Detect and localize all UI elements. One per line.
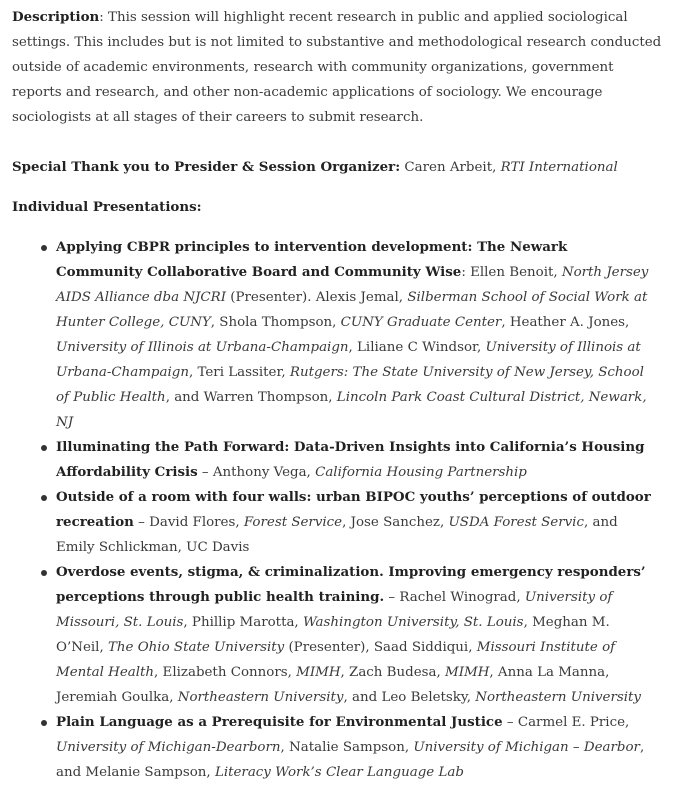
author-text: , and Melanie Sampson, — [56, 740, 645, 780]
thanks-line — [12, 155, 665, 180]
bullet-icon — [41, 445, 47, 451]
author-text: , Natalie Sampson, — [280, 740, 414, 755]
author-text: (Presenter), Saad Siddiqui, — [284, 640, 477, 655]
author-affiliation: Missouri Institute of Mental Health — [56, 640, 616, 680]
author-affiliation: Northeastern University — [177, 690, 344, 705]
author-text: , Heather A. Jones, — [501, 315, 630, 330]
author-affiliation: Northeastern University — [475, 690, 641, 705]
author-text: – Rachel Winograd, — [384, 590, 525, 605]
author-text: , Anna La Manna, Jeremiah Goulka, — [56, 665, 610, 705]
author-text: , and Warren Thompson, — [165, 390, 337, 405]
author-affiliation: Silberman School of Social Work at Hunter College, CUNY — [56, 290, 648, 330]
author-text: , Teri Lassiter, — [188, 365, 290, 380]
presider-name: Caren Arbeit, — [400, 160, 501, 175]
bullet-icon — [41, 720, 47, 726]
bullet-icon — [41, 495, 47, 501]
author-text: , Meghan M. O’Neil, — [56, 615, 610, 655]
author-text: , Jose Sanchez, — [342, 515, 449, 530]
presentation-item — [12, 435, 665, 485]
presider-affiliation: RTI International — [500, 160, 618, 175]
author-affiliation: USDA Forest Servic — [448, 515, 584, 530]
presentation-title: Overdose events, stigma, & criminalization. Improving emergency responders’ perceptions through public health training. — [56, 564, 646, 605]
presentations-heading — [12, 195, 665, 220]
author-text: – Carmel E. Price, — [502, 715, 630, 730]
author-text: : Ellen Benoit, — [461, 265, 562, 280]
author-text: – Anthony Vega, — [197, 465, 316, 480]
presentation-title: Plain Language as a Prerequisite for Environmental Justice — [56, 714, 503, 730]
author-affiliation: Lincoln Park Coast Cultural District, Newark, NJ — [56, 390, 647, 430]
author-affiliation: MIMH — [296, 665, 341, 680]
author-text: (Presenter). Alexis Jemal, — [226, 290, 408, 305]
author-affiliation: MIMH — [445, 665, 490, 680]
author-affiliation: University of Michigan – Dearbor — [413, 740, 640, 755]
author-affiliation: University of Illinois at Urbana-Champaign — [56, 340, 349, 355]
presentations-heading-text: Individual Presentations: — [12, 199, 202, 215]
thanks-label: Special Thank you to Presider & Session Organizer: — [12, 159, 401, 175]
description-text: : This session will highlight recent research in public and applied sociological settings. This includes but is not limited to substantive and methodological research conducted outside of academic environments, research with community organizations, government reports and research, and other non-academic applications of sociology. We encourage sociologists at all stages of their careers to submit research. — [12, 10, 662, 125]
presentation-title: Outside of a room with four walls: urban BIPOC youths’ perceptions of outdoor recreation — [56, 489, 651, 530]
author-text: , Elizabeth Connors, — [154, 665, 297, 680]
author-text: , and Emily Schlickman, UC Davis — [56, 515, 618, 555]
presentation-item — [12, 485, 665, 560]
author-affiliation: University of Illinois at Urbana-Champaign — [56, 340, 641, 380]
author-text: , and Leo Beletsky, — [343, 690, 476, 705]
bullet-icon — [41, 570, 47, 576]
author-affiliation: Washington University, St. Louis — [302, 615, 524, 630]
author-affiliation: The Ohio State University — [107, 640, 285, 655]
author-affiliation: California Housing Partnership — [315, 465, 527, 480]
author-text: , Liliane C Windsor, — [348, 340, 486, 355]
description-label: Description — [12, 9, 100, 25]
presentation-title: Illuminating the Path Forward: Data-Driven Insights into California’s Housing Affordability Crisis — [56, 439, 645, 480]
author-affiliation: Forest Service — [243, 515, 343, 530]
author-text: , Shola Thompson, — [210, 315, 341, 330]
description-paragraph — [12, 5, 665, 130]
presentation-item — [12, 560, 665, 710]
bullet-icon — [41, 245, 47, 251]
author-text: , Phillip Marotta, — [183, 615, 303, 630]
presentation-title: Applying CBPR principles to intervention development: The Newark Community Collaborative Board and Community Wise — [56, 239, 568, 280]
presentation-item — [12, 235, 665, 435]
author-text: – David Flores, — [133, 515, 244, 530]
author-text: , Zach Budesa, — [340, 665, 446, 680]
presentation-item — [12, 710, 665, 785]
author-affiliation: University of Michigan-Dearborn — [56, 740, 281, 755]
author-affiliation: CUNY Graduate Center — [340, 315, 502, 330]
author-affiliation: North Jersey AIDS Alliance dba NJCRI — [56, 265, 649, 305]
author-affiliation: Literacy Work’s Clear Language Lab — [214, 765, 464, 780]
author-affiliation: University of Missouri, St. Louis — [56, 590, 613, 630]
presentations-list — [12, 235, 665, 785]
author-affiliation: Rutgers: The State University of New Jersey, School of Public Health — [56, 365, 644, 405]
